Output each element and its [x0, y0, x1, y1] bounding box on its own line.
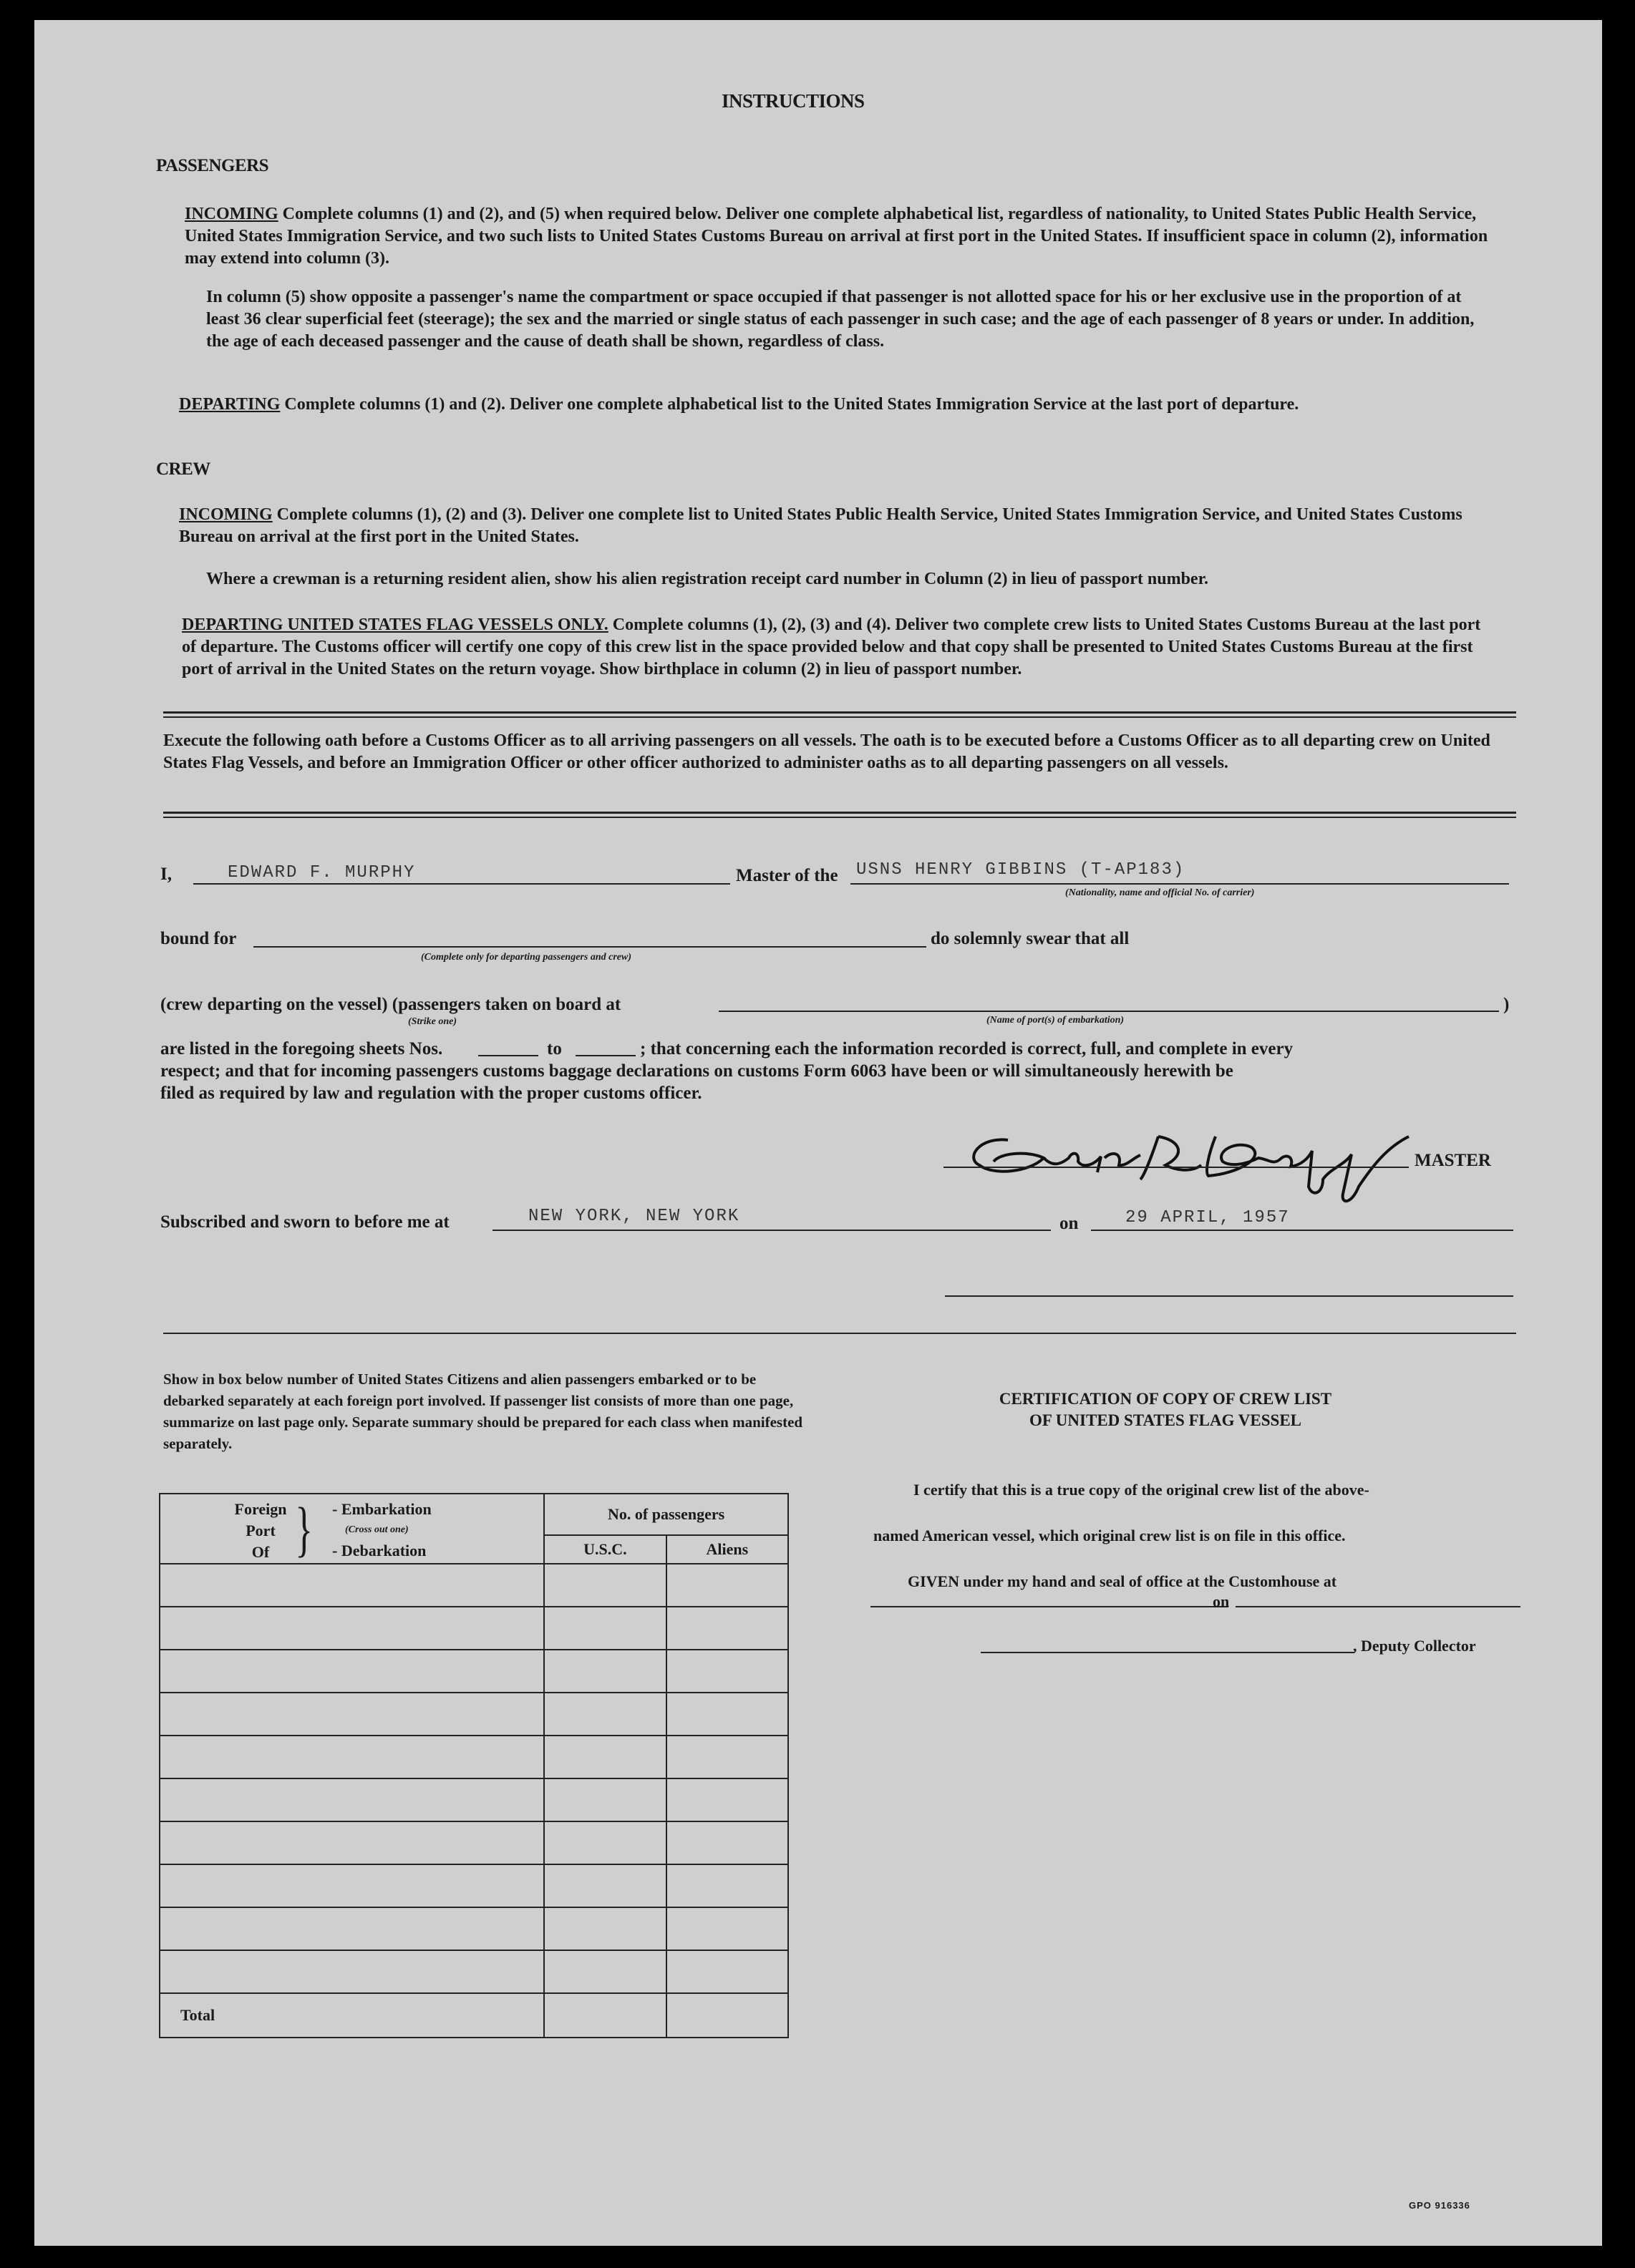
table-row	[160, 1736, 788, 1778]
master-signature	[951, 1108, 1416, 1215]
certification-line-3: GIVEN under my hand and seal of office at the Customhouse at	[908, 1572, 1337, 1590]
place-field[interactable]: NEW YORK, NEW YORK	[528, 1207, 740, 1226]
on-label: on	[1059, 1214, 1079, 1233]
usc-cell[interactable]	[544, 1650, 666, 1693]
aliens-cell[interactable]	[666, 1864, 788, 1907]
port-label: Port	[246, 1522, 276, 1539]
master-name-field[interactable]: EDWARD F. MURPHY	[228, 863, 416, 882]
table-row	[160, 1693, 788, 1736]
vessel-field[interactable]: USNS HENRY GIBBINS (T-AP183)	[856, 860, 1185, 880]
sheet-from-line[interactable]	[478, 1055, 538, 1056]
total-label: Total	[160, 1993, 544, 2038]
usc-cell[interactable]	[544, 1821, 666, 1864]
strike-caption: (Strike one)	[408, 1016, 457, 1027]
aliens-cell[interactable]	[666, 1564, 788, 1607]
date-field[interactable]: 29 APRIL, 1957	[1125, 1208, 1290, 1227]
table-row	[160, 1607, 788, 1650]
port-cell[interactable]	[160, 1778, 544, 1821]
aliens-cell[interactable]	[666, 1650, 788, 1693]
swear-text: do solemnly swear that all	[931, 929, 1130, 948]
listed-text-2: ; that concerning each the information recorded is correct, full, and complete in every	[640, 1039, 1294, 1058]
passengers-column5-paragraph	[206, 286, 1495, 353]
oath-i-label: I,	[160, 865, 172, 884]
signature-line	[943, 1167, 1409, 1168]
foreign-label: Foreign	[234, 1500, 287, 1518]
passengers-incoming-label: INCOMING	[185, 205, 278, 223]
certification-title	[879, 1388, 1452, 1431]
vessel-line	[850, 883, 1509, 885]
usc-cell[interactable]	[544, 1693, 666, 1736]
aliens-cell[interactable]	[666, 1736, 788, 1778]
crew-incoming-paragraph	[179, 504, 1489, 548]
passengers-departing-label: DEPARTING	[179, 395, 281, 414]
crew-departing-text: (crew departing on the vessel) (passengers taken on board at	[160, 995, 621, 1014]
aliens-cell[interactable]	[666, 1778, 788, 1821]
crew-departing-paragraph	[182, 614, 1492, 681]
vessel-caption: (Nationality, name and official No. of carrier)	[1065, 887, 1255, 898]
debarkation-label: - Debarkation	[332, 1542, 427, 1559]
crew-departing-label: DEPARTING UNITED STATES FLAG VESSELS ONLY.	[182, 615, 608, 634]
passengers-column5-text: In column (5) show opposite a passenger's name the compartment or space occupied if that passenger is not allotted space for his or her exclusive use in the proportion of at least 36 clear superficial feet (steerage); the sex and the married or single status of each passenger in such case; and the age of each passenger of 8 years or under. In addition, the age of each deceased passenger and the cause of death shall be shown, regardless of class.	[206, 288, 1475, 351]
brace-icon: }	[295, 1494, 314, 1563]
officer-signature-line[interactable]	[945, 1295, 1513, 1297]
cross-out-caption: (Cross out one)	[345, 1524, 409, 1535]
port-cell[interactable]	[160, 1693, 544, 1736]
table-row	[160, 1821, 788, 1864]
name-line	[193, 883, 730, 885]
port-cell[interactable]	[160, 1736, 544, 1778]
passenger-summary-table	[159, 1493, 789, 2038]
master-label: MASTER	[1415, 1151, 1491, 1170]
usc-cell[interactable]	[544, 1607, 666, 1650]
bound-for-line[interactable]	[253, 946, 926, 948]
crew-resident-paragraph	[206, 568, 1495, 590]
table-row	[160, 1564, 788, 1607]
port-cell[interactable]	[160, 1950, 544, 1993]
deputy-collector-label: , Deputy Collector	[1353, 1637, 1476, 1655]
port-embarkation-line[interactable]	[719, 1011, 1499, 1012]
embarkation-label: - Embarkation	[332, 1500, 432, 1518]
aliens-total-cell[interactable]	[666, 1993, 788, 2038]
date-line	[1091, 1230, 1513, 1231]
usc-cell[interactable]	[544, 1950, 666, 1993]
place-line	[493, 1230, 1051, 1231]
usc-header: U.S.C.	[544, 1535, 666, 1564]
master-of-label: Master of the	[736, 866, 838, 885]
summary-intro: Show in box below number of United States Citizens and alien passengers embarked or to be debarked separately at each foreign port involved. If passenger list consists of more than one page, summarize on last page only. Separate summary should be prepared for each class when manifested separately.	[163, 1371, 803, 1452]
passengers-incoming-text: Complete columns (1) and (2), and (5) when required below. Deliver one complete alphabetical list, regardless of nationality, to United States Public Health Service, United States Immigration Service, and two such lists to United States Customs Bureau on arrival at first port in the United States. If insufficient space in column (2), information may extend into column (3).	[185, 205, 1488, 268]
table-row	[160, 1650, 788, 1693]
port-cell[interactable]	[160, 1864, 544, 1907]
usc-cell[interactable]	[544, 1564, 666, 1607]
passengers-departing-paragraph	[179, 394, 1489, 416]
bound-for-caption: (Complete only for departing passengers and crew)	[421, 952, 631, 963]
certification-line-2: named American vessel, which original crew list is on file in this office.	[873, 1527, 1346, 1544]
aliens-cell[interactable]	[666, 1950, 788, 1993]
table-row	[160, 1907, 788, 1950]
aliens-cell[interactable]	[666, 1907, 788, 1950]
port-cell[interactable]	[160, 1821, 544, 1864]
total-row	[160, 1993, 788, 2038]
listed-text-3: respect; and that for incoming passengers customs baggage declarations on customs Form 6063 have been or will simultaneously herewith be	[160, 1061, 1233, 1081]
crew-incoming-label: INCOMING	[179, 505, 273, 524]
sheet-to-line[interactable]	[576, 1055, 636, 1056]
listed-text-4: filed as required by law and regulation with the proper customs officer.	[160, 1084, 702, 1103]
bound-for-label: bound for	[160, 929, 237, 948]
document-page	[34, 20, 1602, 2246]
certification-title-2: OF UNITED STATES FLAG VESSEL	[1029, 1411, 1302, 1429]
crew-resident-text: Where a crewman is a returning resident alien, show his alien registration receipt card number in Column (2) in lieu of passport number.	[206, 570, 1209, 588]
no-passengers-header: No. of passengers	[544, 1494, 788, 1535]
subscribed-label: Subscribed and sworn to before me at	[160, 1212, 450, 1232]
port-caption: (Name of port(s) of embarkation)	[986, 1015, 1125, 1026]
passengers-incoming-paragraph	[185, 203, 1495, 270]
crew-heading: CREW	[156, 459, 210, 479]
footer-code: GPO 916336	[1409, 2200, 1470, 2211]
aliens-cell[interactable]	[666, 1821, 788, 1864]
port-cell[interactable]	[160, 1907, 544, 1950]
usc-cell[interactable]	[544, 1907, 666, 1950]
usc-cell[interactable]	[544, 1778, 666, 1821]
deputy-collector-line[interactable]	[981, 1652, 1354, 1653]
oath-intro: Execute the following oath before a Customs Officer as to all arriving passengers on all vessels. The oath is to be executed before a Customs Officer as to all departing crew on United States Flag Vessels, and before an Immigration Officer or other officer authorized to administer oaths as to all departing passengers on all vessels.	[163, 731, 1490, 772]
close-paren: )	[1503, 995, 1510, 1014]
port-cell[interactable]	[160, 1564, 544, 1607]
usc-cell[interactable]	[544, 1864, 666, 1907]
section-divider-3	[163, 1333, 1516, 1334]
certification-title-1: CERTIFICATION OF COPY OF CREW LIST	[999, 1390, 1332, 1408]
certification-on-label: on	[1213, 1592, 1230, 1610]
certification-line-1: I certify that this is a true copy of the original crew list of the above-	[913, 1481, 1369, 1499]
usc-cell[interactable]	[544, 1736, 666, 1778]
section-divider-1	[163, 711, 1516, 718]
table-row	[160, 1778, 788, 1821]
listed-to: to	[547, 1039, 562, 1058]
document-title: INSTRUCTIONS	[722, 90, 865, 112]
section-divider-2	[163, 812, 1516, 818]
crew-incoming-text: Complete columns (1), (2) and (3). Deliver one complete list to United States Public Health Service, United States Immigration Service, and United States Customs Bureau on arrival at the first port in the United States.	[179, 505, 1462, 546]
aliens-cell[interactable]	[666, 1607, 788, 1650]
table-row	[160, 1864, 788, 1907]
usc-total-cell[interactable]	[544, 1993, 666, 2038]
aliens-cell[interactable]	[666, 1693, 788, 1736]
certification-date-line[interactable]	[1236, 1606, 1520, 1607]
aliens-header: Aliens	[666, 1535, 788, 1564]
crew-departing-text: Complete columns (1), (2), (3) and (4). Deliver two complete crew lists to United States Customs Bureau at the last port of departure. The Customs officer will certify one copy of this crew list in the space provided below and that copy shall be presented to United States Customs Bureau at the first port of arrival in the United States on the return voyage. Show birthplace in column (2) in lieu of passport number.	[182, 615, 1481, 678]
port-cell[interactable]	[160, 1650, 544, 1693]
port-cell[interactable]	[160, 1607, 544, 1650]
foreign-port-header	[160, 1494, 544, 1564]
passengers-departing-text: Complete columns (1) and (2). Deliver one complete alphabetical list to the United States Immigration Service at the last port of departure.	[284, 395, 1299, 414]
of-label: Of	[251, 1543, 270, 1561]
listed-text-1: are listed in the foregoing sheets Nos.	[160, 1039, 443, 1058]
table-row	[160, 1950, 788, 1993]
customhouse-line[interactable]	[870, 1606, 1228, 1607]
passengers-heading: PASSENGERS	[156, 156, 269, 175]
